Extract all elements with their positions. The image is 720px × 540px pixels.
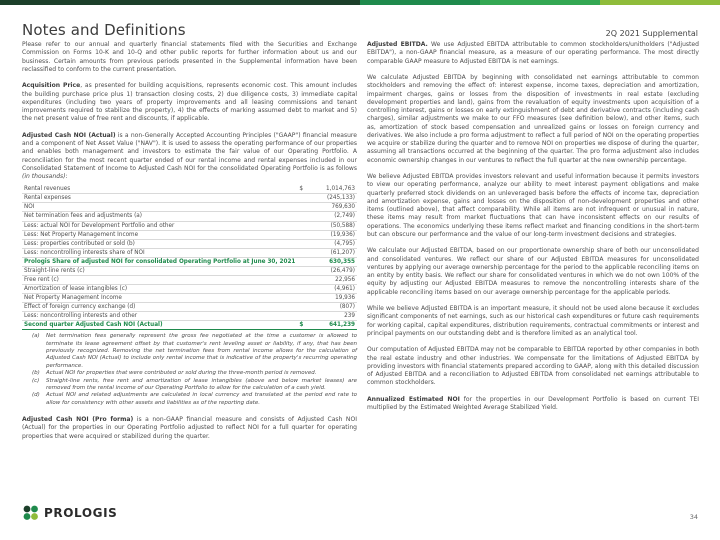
row-value: 1,014,763 [308,185,357,194]
row-label: Less: noncontrolling interests and other [22,312,297,321]
footnote-marker: (d) [32,392,40,399]
top-bar-segment [480,0,600,5]
pro-forma-text: is a non-GAAP financial measure and consists of Adjusted Cash NOI (Actual) for the properties in our Operating Portfolio adjusted to reflect NOI for a full quarter for operating properties that were acquired or stabilized during the quarter. [22,416,358,440]
adjusted-cash-noi-paragraph [22,132,357,182]
row-value: (61,207) [308,248,357,257]
pro-forma-paragraph [22,416,357,441]
adjusted-cash-noi-text: is a non-Generally Accepted Accounting Principles ("GAAP") financial measure and a component of Net Asset Value ("NAV"). It is used to assess the operating performance of our properties and enables both management and investors to estimate the fair value of our Operating Portfolio. A reconciliation for the most recent quarter ended of our rental income and rental expenses included in our Consolidated Statement of Income to Adjusted Cash NOI for the consolidated Operating Portfolio is as follows [22,131,357,172]
row-value: (2,749) [308,212,357,221]
row-value: 19,936 [308,293,357,302]
ebitda-comparability-paragraph: Our computation of Adjusted EBITDA may not be comparable to EBITDA reported by other companies in both the real estate industry and other industries. We compensate for the limitations of Adjusted EBITDA by providing investors with financial statements prepared according to GAAP, along with this detailed discussion of Adjusted EBITDA and a reconciliation to Adjusted EBITDA from consolidated net earnings attributable to common stockholders. [367,346,699,387]
row-value: 641,239 [308,321,357,330]
ebitda-calculation-paragraph: We calculate Adjusted EBITDA by beginning with consolidated net earnings attributable to common stockholders and removing the effect of: interest expense, income taxes, depreciation and amortization, impairment charges, gains or losses from the disposition of investments in real estate (excluding development properties and land), gains from the revaluation of equity investments upon acquisition of a controlling interest, gains or losses on early extinguishment of debt and derivative contracts (including cash charges), similar adjustments we make to our FFO measures (see definition below), and other items, such as, amortization of stock based compensation and unrealized gains or losses on foreign currency and derivatives. We also include a pro forma adjustment to reflect a full period of NOI on the operating properties we acquire or stabilize during the quarter and to remove NOI on properties we dispose of during the quarter, assuming all transactions occurred at the beginning of the quarter. The pro forma adjustment also includes economic ownership changes in our ventures to reflect the full quarter at the new ownership percentage. [367,74,699,164]
adjusted-ebitda-text: We use Adjusted EBITDA attributable to common stockholders/unitholders ("Adjusted EBITDA"), a non-GAAP financial measure, as a measure of our operating performance. The most directly comparable GAAP measure to Adjusted EBITDA is net earnings. [367,41,699,65]
footnote-item [32,370,357,377]
row-currency [297,194,308,203]
row-currency [297,302,308,311]
table-row [22,221,357,230]
row-label: Less: noncontrolling interests share of NOI [22,248,297,257]
top-bar-segment [360,0,480,5]
row-value: 239 [308,312,357,321]
row-currency [297,212,308,221]
row-value: (245,133) [308,194,357,203]
table-row [22,185,357,194]
top-bar-segment [600,0,720,5]
logo-wordmark: PROLOGIS [44,506,118,520]
table-row [22,194,357,203]
row-currency: $ [297,185,308,194]
row-value: (50,588) [308,221,357,230]
pro-forma-term: Adjusted Cash NOI (Pro forma) [22,416,134,424]
row-label: Less: properties contributed or sold (b) [22,239,297,248]
row-label: Rental expenses [22,194,297,203]
acquisition-price-text: , as presented for building acquisitions, represents economic cost. This amount includes the building purchase price plus 1) transaction closing costs, 2) due diligence costs, 3) immediate capital expenditures (including two years of property improvements and all leasing commissions and tenant improvements required to stabilize the property), 4) the effects of marking assumed debt to market and 5) the net present value of free rent and discounts, if applicable. [22,82,358,123]
row-label: Prologis Share of adjusted NOI for consolidated Operating Portfolio at June 30, 2021 [24,258,296,265]
units-colon: : [65,173,68,181]
row-label: Effect of foreign currency exchange (d) [22,302,297,311]
row-currency [297,275,308,284]
units-note: (in thousands) [22,173,66,181]
row-value: (4,795) [308,239,357,248]
supplement-label: 2Q 2021 Supplemental [605,29,698,38]
top-bar-segment [0,0,360,5]
footnote-text: Straight-line rents, free rent and amortization of lease intangibles (above and below market leases) are removed from the rental income of our Operating Portfolio to allow for the calculation of a cash yield. [46,377,357,391]
table-row [22,275,357,284]
table-row [22,312,357,321]
row-label: Amortization of lease intangibles (c) [22,284,297,293]
table-row [22,230,357,239]
row-currency [297,221,308,230]
row-currency [297,284,308,293]
table-row [22,248,357,257]
reconciliation-table [22,185,357,330]
adjusted-cash-noi-term: Adjusted Cash NOI (Actual) [22,131,116,139]
row-value: 769,630 [308,203,357,212]
row-value: (19,936) [308,230,357,239]
ebitda-usefulness-paragraph: We believe Adjusted EBITDA provides investors relevant and useful information because it permits investors to view our operating performance, analyze our ability to meet interest payment obligations and make quarterly preferred stock dividends on an unleveraged basis before the effects of income tax, depreciation and amortization expense, gains and losses on the disposition of non-development properties and other items (outlined above), that affect comparability. While all items are not infrequent or unusual in nature, these items may result from market fluctuations that can have inconsistent effects on our results of operations. The economics underlying these items reflect market and financing conditions in the short-term but can obscure our performance and the value of our long-term investment decisions and strategies. [367,173,699,238]
row-currency [297,266,308,275]
row-value: (26,479) [308,266,357,275]
table-row [22,257,357,266]
footnote-marker: (a) [32,333,40,340]
row-label: Less: Net Property Management Income [22,230,297,239]
table-row [22,302,357,311]
footnote-item [32,333,357,370]
row-label: NOI [22,203,297,212]
adjusted-ebitda-term: Adjusted EBITDA. [367,41,428,48]
table-row [22,321,357,330]
right-column [367,41,699,421]
left-column [22,41,357,449]
row-currency [297,248,308,257]
row-currency [297,257,308,266]
intro-paragraph: Please refer to our annual and quarterly financial statements filed with the Securities and Exchange Commission on Forms 10-K and 10-Q and other public reports for further information about us and our business. Certain amounts from previous periods presented in the Supplemental information have been reclassified to conform to the current presentation. [22,41,357,73]
footnote-item [32,392,357,407]
row-value: 630,355 [308,257,357,266]
page-number: 34 [689,513,698,521]
row-currency: $ [297,321,308,330]
footnote-marker: (b) [32,370,40,377]
row-label: Net Property Management Income [22,293,297,302]
row-label: Straight-line rents (c) [22,266,297,275]
table-row [22,266,357,275]
row-label: Second quarter Adjusted Cash NOI (Actual) [22,321,297,330]
row-currency [297,239,308,248]
row-label: Rental revenues [22,185,297,194]
annualized-noi-text: for the properties in our Development Portfolio is based on current TEI multiplied by the Estimated Weighted Average Stabilized Yield. [367,396,699,412]
acquisition-price-term: Acquisition Price [22,82,81,90]
row-label: Free rent (c) [22,275,297,284]
row-currency [297,230,308,239]
acquisition-price-paragraph [22,82,357,123]
row-value: (4,961) [308,284,357,293]
row-currency [297,293,308,302]
footnote-text: Actual NOI and related adjustments are calculated in local currency and translated at the period end rate to allow for consistency with other assets and liabilities as of the reporting date. [46,392,357,406]
footnotes-list [22,333,357,407]
prologis-logo-icon [22,504,40,522]
annualized-noi-paragraph [367,396,699,413]
row-currency [297,203,308,212]
top-color-bar [0,0,720,5]
row-value: (807) [308,302,357,311]
row-label: Net termination fees and adjustments (a) [22,212,297,221]
adjusted-ebitda-paragraph [367,41,699,66]
table-row [22,293,357,302]
ebitda-limitations-paragraph: While we believe Adjusted EBITDA is an important measure, it should not be used alone because it excludes significant components of net earnings, such as our historical cash expenditures or future cash requirements for working capital, capital expenditures, distribution requirements, contractual commitments or interest and principal payments on our outstanding debt and is therefore limited as an analytical tool. [367,305,699,337]
table-row [22,203,357,212]
ebitda-ownership-paragraph: We calculate our Adjusted EBITDA, based on our proportionate ownership share of both our unconsolidated and consolidated ventures. We reflect our share of our Adjusted EBITDA measures for unconsolidated ventures by applying our average ownership percentage for the period to the applicable reconciling items on an entity by entity basis. We reflect our share for consolidated ventures in which we do not own 100% of the equity by adjusting our Adjusted EBITDA measures to remove the noncontrolling interests share of the applicable reconciling items based on our average ownership percentage for the applicable periods. [367,247,699,296]
footnote-marker: (c) [32,377,40,384]
footnote-text: Net termination fees generally represent the gross fee negotiated at the time a customer is allowed to terminate its lease agreement offset by that customer's rent leveling asset or liability, if any, that has been previously recognized. Removing the net termination fees from rental income allows for the calculation of Adjusted Cash NOI (Actual) to include only rental income that is indicative of the property's recurring operating performance. [46,333,357,369]
row-label: Less: actual NOI for Development Portfolio and other [22,221,297,230]
page-title: Notes and Definitions [22,21,186,39]
footnote-text: Actual NOI for properties that were contributed or sold during the three-month period is removed. [46,370,317,377]
row-value: 22,956 [308,275,357,284]
table-row [22,284,357,293]
prologis-logo [22,504,117,522]
row-currency [297,312,308,321]
annualized-noi-term: Annualized Estimated NOI [367,396,460,404]
footnote-item [32,378,357,393]
table-row [22,239,357,248]
table-row [22,212,357,221]
